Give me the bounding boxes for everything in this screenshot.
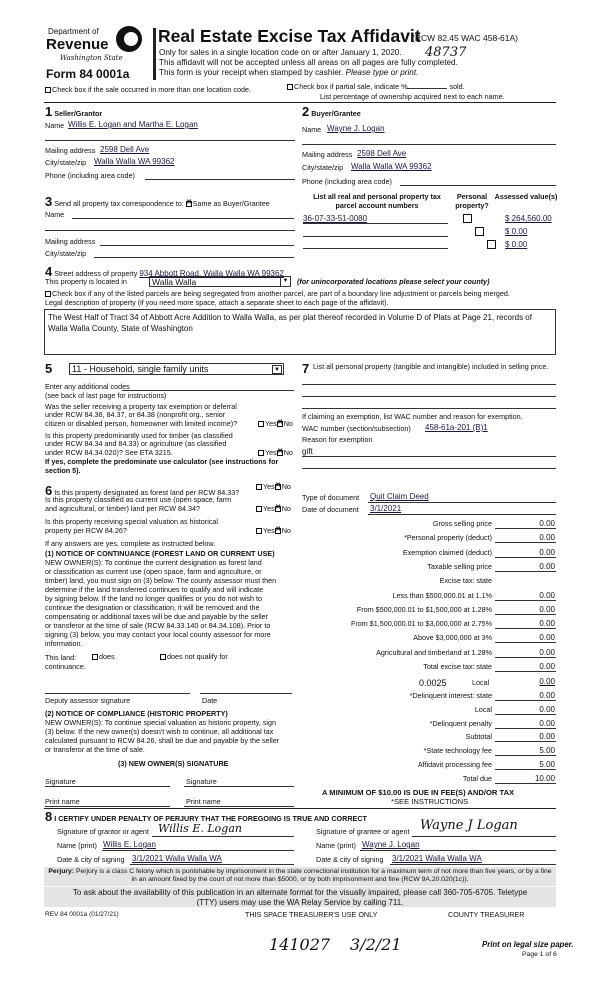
buyer-phone-label: Phone (including area code) xyxy=(302,177,392,186)
header-line2: This affidavit will not be accepted unless all areas on all pages are fully completed. xyxy=(159,58,458,67)
s6-n1-3: determine if the land transferred continues to qualify and will indicate xyxy=(45,585,264,594)
seller-mail-label: Mailing address xyxy=(45,146,96,155)
property-street[interactable]: 934 Abbott Road, Walla Walla WA 99362 xyxy=(139,269,284,278)
county-treasurer: COUNTY TREASURER xyxy=(448,910,525,919)
logo-revenue: Revenue xyxy=(46,36,109,53)
legal-label: Legal description of property (if you need more space, attach a separate sheet to each page of the affidavit). xyxy=(45,298,389,307)
s6-n1-6: compensating or additional taxes will be due and payable by the seller xyxy=(45,612,268,621)
fee-row-0-value[interactable]: 0.00 xyxy=(539,691,555,700)
s6-n1-title: (1) NOTICE OF CONTINUANCE (FOREST LAND OR CURRENT USE) xyxy=(45,549,275,558)
local-value[interactable]: 0.00 xyxy=(539,677,555,686)
s6-q3-l2: property per RCW 84.26? xyxy=(45,526,127,535)
parcel-account-1[interactable]: 36-07-33-51-0080 xyxy=(303,214,368,223)
fee-row-3-label: Subtotal xyxy=(465,732,492,742)
see-back: (see back of last page for instructions) xyxy=(45,391,167,400)
seller-phone-label: Phone (including area code) xyxy=(45,171,135,180)
s6-n1-7: or transferor at the time of sale (RCW 84.33.140 or 84.34.108). Prior to xyxy=(45,621,271,630)
stamp-receipt-number: 141027 xyxy=(269,935,331,954)
seller-name[interactable]: Willis E. Logan and Martha E. Logan xyxy=(68,120,198,129)
corr-mail-label: Mailing address xyxy=(45,237,96,246)
s6-q1: 6 Is this property designated as forest land per RCW 84.33? xyxy=(45,483,240,498)
add-codes-label: Enter any additional codes xyxy=(45,382,130,391)
s5-q2-yesno[interactable]: Yes✕ No xyxy=(258,449,293,458)
tax-row-8-label: Above $3,000,000 at 3% xyxy=(413,633,492,643)
dropdown-arrow-icon: ▼ xyxy=(280,277,290,287)
section-4-street: 4 Street address of property 934 Abbott Road, Walla Walla WA 99362 xyxy=(45,264,284,279)
s6-n2-3: or transferor at the time of sale. xyxy=(45,745,145,754)
doc-date-label: Date of document xyxy=(302,505,359,514)
grantor-name[interactable]: Willis E. Logan xyxy=(103,840,156,849)
deputy-date-label: Date xyxy=(202,696,218,705)
tax-row-5-label: Less than $500,000.01 at 1.1% xyxy=(392,590,492,600)
grantee-date-label: Date & city of signing xyxy=(316,855,384,864)
tax-row-3-label: Taxable selling price xyxy=(427,561,492,571)
tax-row-9-value[interactable]: 0.00 xyxy=(539,647,555,657)
s5-q2-l1: Is this property predominantly used for timber (as classified xyxy=(45,431,233,440)
fee-row-1-value[interactable]: 0.00 xyxy=(539,704,555,714)
checkbox-icon xyxy=(45,291,51,297)
section-1-title: 1 Seller/Grantor xyxy=(45,104,103,119)
tax-row-10-value[interactable]: 0.00 xyxy=(539,662,555,671)
s6-n1-2: timber) land, you must sign on (3) below. The county assessor must then xyxy=(45,576,277,585)
form-title: Real Estate Excise Tax Affidavit xyxy=(158,26,421,46)
signature-label-2: Signature xyxy=(186,777,217,786)
treasurer-space: THIS SPACE TREASURER'S USE ONLY xyxy=(245,910,378,919)
tax-row-2-label: Exemption claimed (deduct) xyxy=(402,547,492,557)
local-label: Local xyxy=(472,678,490,687)
partial-sale-checkbox[interactable]: Check box if partial sale, indicate % sold. xyxy=(287,83,465,92)
logo-dept: Department of xyxy=(48,27,99,36)
fee-row-5-value[interactable]: 5.00 xyxy=(539,760,555,769)
seller-city[interactable]: Walla Walla WA 99362 xyxy=(94,157,175,166)
local-rate[interactable]: 0.0025 xyxy=(419,678,447,688)
grantor-date-label: Date & city of signing xyxy=(57,855,125,864)
buyer-mail[interactable]: 2598 Dell Ave xyxy=(357,149,407,158)
header-divider xyxy=(153,28,156,80)
s5-q2-l2: under RCW 84.34 and 84.33) or agriculture (as classified xyxy=(45,439,227,448)
s6-n1-0: NEW OWNER(S): To continue the current designation as forest land xyxy=(45,558,262,567)
tax-row-6-value[interactable]: 0.00 xyxy=(539,604,555,614)
tax-row-6-label: From $500,000.01 to $1,500,000 at 1.28% xyxy=(356,604,492,614)
s6-n2-2: calculated pursuant to RCW 84.26, shall be due and payable by the seller xyxy=(45,736,280,745)
grantee-signature[interactable]: Wayne J Logan xyxy=(420,818,518,833)
s6-n1-1: or classification as current use (open space, farm and agriculture, or xyxy=(45,567,262,576)
s5-q1-l2: under RCW 84.36, 84.37, or 84.38 (nonprofit org., senior xyxy=(45,410,226,419)
seller-mail[interactable]: 2598 Dell Ave xyxy=(100,145,150,154)
buyer-city[interactable]: Walla Walla WA 99362 xyxy=(351,162,432,171)
s5-q1-yesno[interactable]: Yes✕ No xyxy=(258,420,293,429)
header-line1: Only for sales in a single location code on or after January 1, 2020. xyxy=(159,48,402,57)
logo-state: Washington State xyxy=(60,54,123,62)
legal-size-note: Print on legal size paper. xyxy=(482,940,574,949)
form-number: Form 84 0001a xyxy=(46,67,130,81)
fee-row-5-label: Affidavit processing fee xyxy=(417,760,492,769)
continuance-label: continuance. xyxy=(45,662,86,671)
wac-label: WAC number (section/subsection) xyxy=(302,424,411,433)
signature-label-1: Signature xyxy=(45,777,76,786)
buyer-city-label: City/state/zip xyxy=(302,163,344,172)
section-2-title: 2 Buyer/Grantee xyxy=(302,104,361,119)
s6-q1-yesno[interactable]: Yes✕ No xyxy=(256,483,291,492)
location-label: This property is located in xyxy=(45,277,127,286)
buyer-name-label: Name xyxy=(302,125,322,134)
page-number: Page 1 of 6 xyxy=(522,951,557,958)
logo-circle-icon xyxy=(116,26,142,52)
grantor-sig-label: Signature of grantor or agent xyxy=(57,827,149,836)
buyer-mail-label: Mailing address xyxy=(302,150,353,159)
tax-row-8-value[interactable]: 0.00 xyxy=(539,633,555,643)
grantor-name-label: Name (print) xyxy=(57,841,97,850)
tax-row-5-value[interactable]: 0.00 xyxy=(539,590,555,600)
doc-type-label: Type of document xyxy=(302,493,360,502)
handwritten-number: 48737 xyxy=(425,45,467,60)
fee-row-2-label: *Delinquent penalty xyxy=(429,718,492,728)
assessed-header: Assessed value(s) xyxy=(494,192,558,201)
personal-checkbox-2[interactable] xyxy=(475,227,484,236)
fee-row-0-label: *Delinquent interest: state xyxy=(409,691,492,700)
s6-n2-0: NEW OWNER(S): To continue special valuation as historic property, sign xyxy=(45,718,277,727)
form-rcw: (RCW 82.45 WAC 458-61A) xyxy=(412,33,518,43)
grantee-name[interactable]: Wayne J. Logan xyxy=(362,840,420,849)
land-use-select[interactable]: 11 - Household, single family units ▼ xyxy=(69,363,284,375)
tax-row-4-label: Excise tax: state xyxy=(439,576,492,586)
fee-row-3-value[interactable]: 0.00 xyxy=(539,732,555,742)
s6-q2-l2: and agricultural, or timber) land per RCW 84.34? xyxy=(45,504,201,513)
s6-q3-yesno[interactable]: Yes✕ No xyxy=(256,527,291,536)
tax-row-0-value[interactable]: 0.00 xyxy=(539,519,555,528)
see-instructions: *SEE INSTRUCTIONS xyxy=(391,797,469,806)
segregate-checkbox[interactable]: Check box if any of the listed parcels are being segregated from another parcel, are part of a boundary line adjustment or parcels being merged. xyxy=(45,290,510,299)
header-line3: This form is your receipt when stamped by cashier. Please type or print. xyxy=(159,68,419,77)
print-name-label-2: Print name xyxy=(186,797,221,806)
buyer-name[interactable]: Wayne J. Logan xyxy=(327,124,385,133)
location-note: (for unincorporated locations please select your county) xyxy=(297,277,490,286)
dor-logo xyxy=(46,22,148,72)
fee-row-6-label: Total due xyxy=(462,773,492,783)
section-5-num: 5 xyxy=(45,361,53,376)
location-select[interactable]: Walla Walla ▼ xyxy=(149,276,291,287)
stamp-date: 3/2/21 xyxy=(350,935,402,954)
s5-q2b: If yes, complete the predominate use calculator (see instructions for section 5). xyxy=(45,457,279,475)
ada-box: To ask about the availability of this publication in an alternate format for the visually impaired, please call 360-705-6705. Teletype (TTY) users may use the WA Relay Service by calling 711. xyxy=(44,887,556,907)
s5-q1-l3: citizen or disabled person, homeowner with limited income)? xyxy=(45,419,238,428)
s6-n1-8: signing (3) below, you may contact your local county assessor for more xyxy=(45,630,271,639)
tax-row-7-label: From $1,500,000.01 to $3,000,000 at 2.75% xyxy=(350,619,492,629)
personal-header: Personal property? xyxy=(455,192,489,210)
tax-row-1-label: *Personal property (deduct) xyxy=(404,533,492,543)
doc-type[interactable]: Quit Claim Deed xyxy=(370,492,429,501)
certify-text: 8 I CERTIFY UNDER PENALTY OF PERJURY THAT THE FOREGOING IS TRUE AND CORRECT xyxy=(45,809,367,824)
s6-n2-1: (3) below. If the new owner(s) doesn't wish to continue, all additional tax xyxy=(45,727,274,736)
ownership-note: List percentage of ownership acquired next to each name. xyxy=(320,92,505,101)
fee-row-6-value[interactable]: 10.00 xyxy=(534,773,555,783)
tax-row-0-label: Gross selling price xyxy=(432,519,492,528)
does-not-checkbox[interactable]: does not qualify for xyxy=(160,653,228,662)
fee-row-1-label: Local xyxy=(474,704,492,714)
s5-q1-l1: Was the seller receiving a property tax exemption or deferral xyxy=(45,402,237,411)
grantee-name-label: Name (print) xyxy=(316,841,356,850)
fee-row-2-value[interactable]: 0.00 xyxy=(539,718,555,728)
grantor-signature[interactable]: Willis E. Logan xyxy=(158,822,242,835)
dropdown-arrow-icon: ▼ xyxy=(272,365,282,374)
s6-q2-l1: Is this property classified as current use (open space, farm xyxy=(45,495,232,504)
assessed-value-1[interactable]: $ 264,560.00 xyxy=(505,214,552,223)
section-3-title: 3 Send all property tax correspondence to:✕ Same as Buyer/Grantee xyxy=(45,194,270,210)
checkbox-icon xyxy=(45,87,51,93)
tax-row-1-value[interactable]: 0.00 xyxy=(539,533,555,543)
s7-text: List all personal property (tangible and intangible) included in selling price. xyxy=(313,362,549,371)
same-as-buyer-checkbox[interactable] xyxy=(186,201,192,207)
tax-row-3-value[interactable]: 0.00 xyxy=(539,561,555,571)
fee-row-4-value[interactable]: 5.00 xyxy=(539,746,555,756)
multi-location-checkbox[interactable]: Check box if the sale occurred in more than one location code. xyxy=(45,86,251,95)
does-checkbox[interactable]: does xyxy=(92,653,115,662)
assessed-value-2[interactable]: $ 0.00 xyxy=(505,227,528,236)
deputy-label: Deputy assessor signature xyxy=(45,696,131,705)
s6-q2-yesno[interactable]: Yes✕ No xyxy=(256,505,291,514)
tax-row-10-label: Total excise tax: state xyxy=(423,662,492,671)
s6-n1-4: by signing below. If the land no longer qualifies or you do not wish to xyxy=(45,594,262,603)
doc-date[interactable]: 3/1/2021 xyxy=(370,504,402,513)
s6-n3-title: (3) NEW OWNER(S) SIGNATURE xyxy=(118,759,229,768)
s5-q2-l3: under RCW 84.34.020)? See ETA 3215. xyxy=(45,448,173,457)
personal-checkbox-3[interactable] xyxy=(487,240,496,249)
corr-name-label: Name xyxy=(45,210,65,219)
corr-city-label: City/state/zip xyxy=(45,249,87,258)
legal-description-box[interactable]: The West Half of Tract 34 of Abbott Acre Addition to Walla Walla, as per plat thereof recorded in Volume D of Plats at Page 21, records of Walla Walla County, State of Washington xyxy=(44,309,556,355)
grantee-date[interactable]: 3/1/2021 Walla Walla WA xyxy=(392,854,482,863)
tax-row-2-value[interactable]: 0.00 xyxy=(539,547,555,557)
rule xyxy=(44,102,556,103)
s6-n2-title: (2) NOTICE OF COMPLIANCE (HISTORIC PROPERTY) xyxy=(45,709,228,718)
perjury-box: Perjury: Perjury is a class C felony which is punishable by imprisonment in the state correctional institution for a maximum term of not more than five years, or by a fine in an amount fixed by the court of not more than $5000, or by both imprisonment and fine (RCW 9A.20.020(1c)). xyxy=(44,867,556,886)
this-land-label: This land: xyxy=(45,653,77,662)
reason-value[interactable]: gift xyxy=(302,447,313,456)
reason-label: Reason for exemption xyxy=(302,435,373,444)
fee-row-4-label: *State technology fee xyxy=(423,746,492,756)
personal-checkbox-1[interactable] xyxy=(463,214,472,223)
grantee-sig-label: Signature of grantee or agent xyxy=(316,827,410,836)
exempt-label: If claiming an exemption, list WAC number and reason for exemption. xyxy=(302,412,523,421)
seller-name-label: Name xyxy=(45,121,65,130)
tax-row-7-value[interactable]: 0.00 xyxy=(539,619,555,629)
checkbox-icon xyxy=(287,84,293,90)
grantor-date[interactable]: 3/1/2021 Walla Walla WA xyxy=(132,854,222,863)
section-7-num: 7 xyxy=(302,361,310,376)
print-name-label-1: Print name xyxy=(45,797,80,806)
seller-city-label: City/state/zip xyxy=(45,158,87,167)
wac-number[interactable]: 458-61a-201 (B)1 xyxy=(425,423,488,432)
assessed-value-3[interactable]: $ 0.00 xyxy=(505,240,528,249)
s6-if-yes: If any answers are yes, complete as instructed below. xyxy=(45,539,216,548)
s6-n1-5: continue the designation or classification, it will be removed and the xyxy=(45,603,260,612)
tax-row-9-label: Agricultural and timberland at 1.28% xyxy=(376,647,492,657)
s6-q3-l1: Is this property receiving special valuation as historical xyxy=(45,517,218,526)
parcel-header: List all real and personal property tax parcel account numbers xyxy=(313,192,441,210)
minimum-note: A MINIMUM OF $10.00 IS DUE IN FEE(S) AND/OR TAX xyxy=(322,788,515,797)
s6-n1-9: information. xyxy=(45,639,83,648)
rev-number: REV 84 0001a (01/27/21) xyxy=(45,911,119,918)
